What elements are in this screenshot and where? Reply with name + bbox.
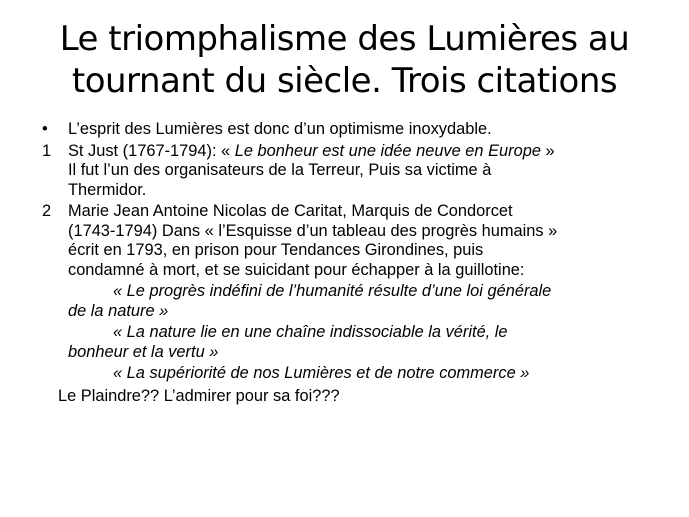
quote-3 [0,364,643,384]
bullet-marker: • [42,120,48,138]
quote-1 [0,282,643,321]
quote-2-line-1: « La nature lie en une chaîne indissociable la vérité, le [113,323,508,341]
item-2-line-2: (1743-1794) Dans « l’Esquisse d’un tableau des progrès humains » [68,221,558,240]
item-1-line-1-end: » [540,141,555,160]
item-1-line-1 [68,142,643,162]
quote-3-line-1: « La supériorité de nos Lumières et de notre commerce » [113,364,530,382]
quote-2-line-2: bonheur et la vertu » [68,342,219,361]
item-2-line-4: condamné à mort, et se suicidant pour échapper à la guillotine: [68,260,525,279]
item-2-line-1: Marie Jean Antoine Nicolas de Caritat, Marquis de Condorcet [68,202,513,220]
item-2-line-3: écrit en 1793, en prison pour Tendances Girondines, puis [68,241,484,259]
item-1-marker: 1 [42,141,52,160]
item-2-marker: 2 [42,202,52,220]
slide-title-line-1: Le triomphalisme des Lumières au [59,19,630,59]
item-1-line-2: Il fut l’un des organisateurs de la Terreur, Puis sa victime à [68,161,492,179]
item-1-line-3: Thermidor. [68,180,147,199]
quote-2 [0,323,643,362]
bullet-text: L’esprit des Lumières est donc d’un optimisme inoxydable. [68,120,492,138]
closing-question: Le Plaindre?? L’admirer pour sa foi??? [58,386,340,405]
slide-title [20,18,669,102]
slide-body [0,120,689,406]
quote-1-line-2: de la nature » [68,301,169,320]
slide-title-line-2: tournant du siècle. Trois citations [71,61,618,101]
item-1-line-1-plain: St Just (1767-1794): « [68,141,235,160]
quote-1-line-1: « Le progrès indéfini de l’humanité résulte d’une loi générale [113,282,552,300]
bullet-item [0,120,643,140]
numbered-item-1 [0,142,643,201]
numbered-item-2 [0,202,643,280]
item-1-line-1-italic: Le bonheur est une idée neuve en Europe [234,141,541,160]
